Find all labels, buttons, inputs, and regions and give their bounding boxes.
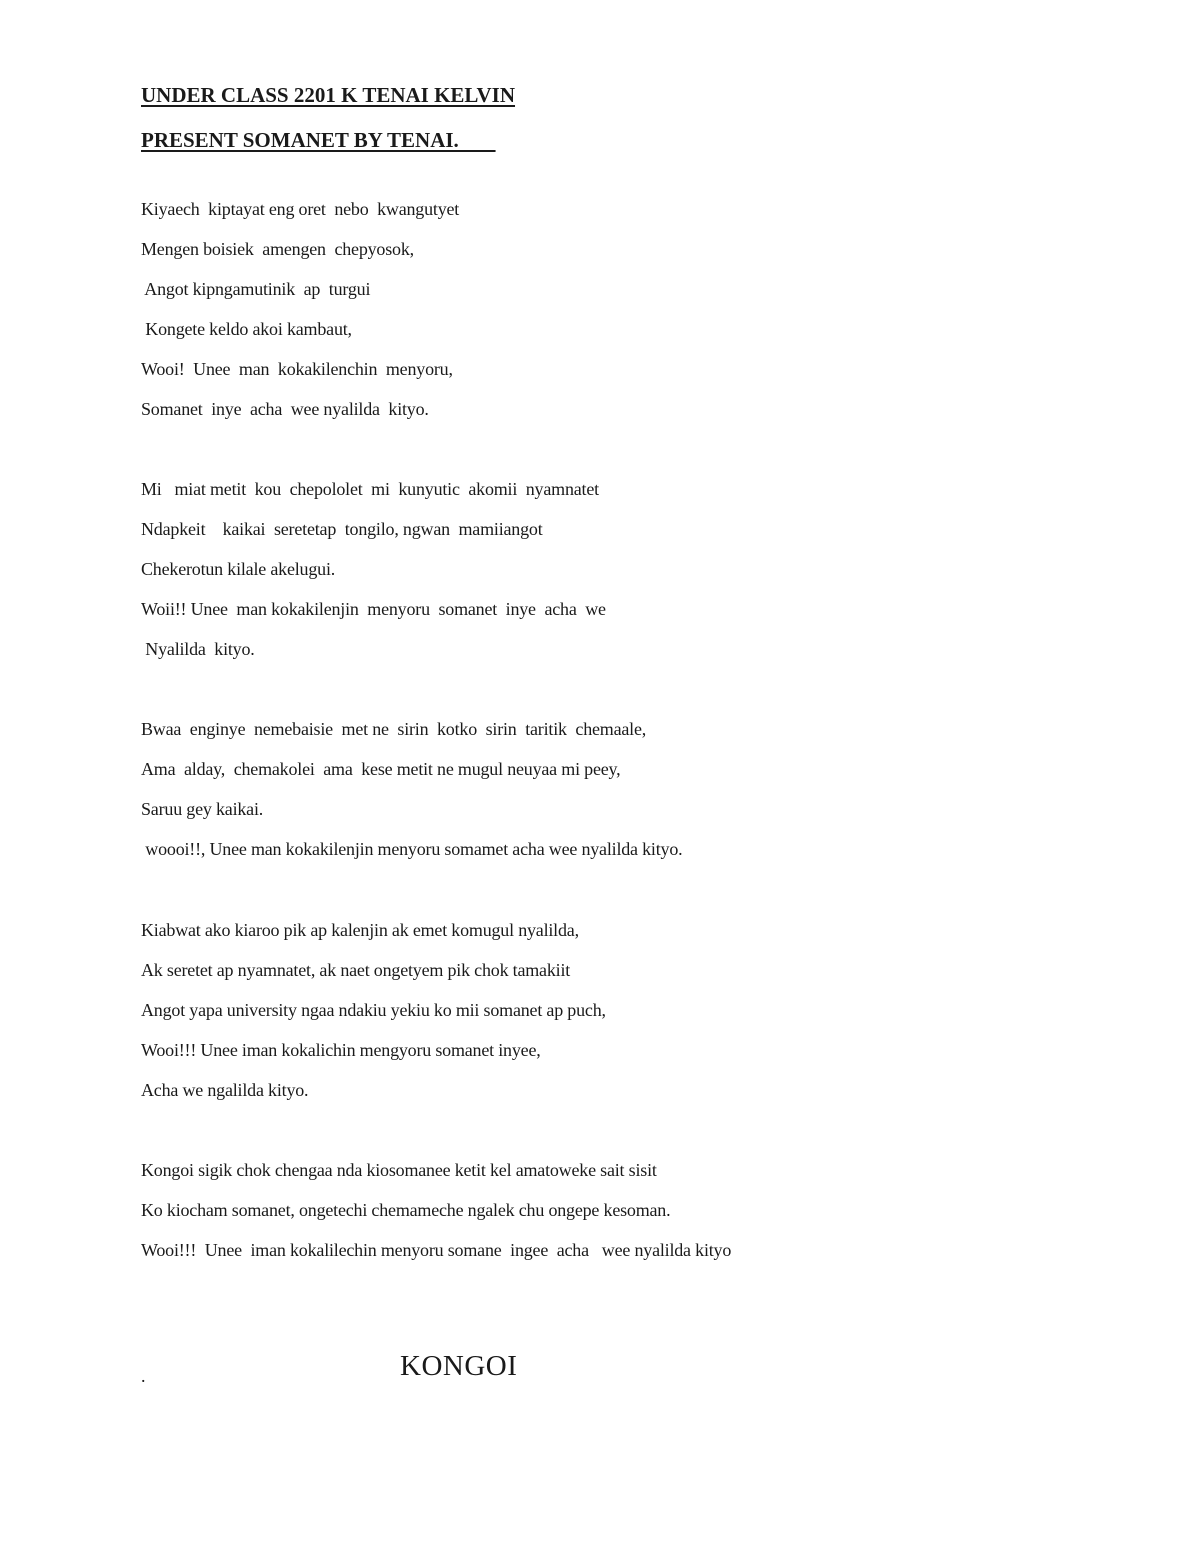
- document-title-line-2: PRESENT SOMANET BY TENAI.: [141, 128, 496, 152]
- poem-line: woooi!!, Unee man kokakilenjin menyoru somamet acha wee nyalilda kityo.: [141, 839, 683, 859]
- poem-line: Kiabwat ako kiaroo pik ap kalenjin ak emet komugul nyalilda,: [141, 920, 579, 940]
- poem-line: Woii!! Unee man kokakilenjin menyoru somanet inye acha we: [141, 599, 606, 619]
- poem-line: Ak seretet ap nyamnatet, ak naet ongetyem pik chok tamakiit: [141, 960, 571, 980]
- poem-line: Chekerotun kilale akelugui.: [141, 559, 336, 579]
- poem-line: Kongete keldo akoi kambaut,: [141, 319, 352, 339]
- dot-mark: .: [141, 1366, 146, 1386]
- document-title-line-1: UNDER CLASS 2201 K TENAI KELVIN: [141, 83, 516, 107]
- poem-line: Ko kiocham somanet, ongetechi chemameche ngalek chu ongepe kesoman.: [141, 1200, 671, 1220]
- poem-line: Angot yapa university ngaa ndakiu yekiu ko mii somanet ap puch,: [141, 1000, 606, 1020]
- poem-line: Kiyaech kiptayat eng oret nebo kwangutyet: [141, 199, 460, 219]
- poem-line: Nyalilda kityo.: [141, 639, 255, 659]
- poem-line: Wooi!!! Unee iman kokalichin mengyoru somanet inyee,: [141, 1040, 541, 1060]
- poem-line: Ndapkeit kaikai seretetap tongilo, ngwan mamiiangot: [141, 519, 543, 539]
- poem-line: Bwaa enginye nemebaisie met ne sirin kotko sirin taritik chemaale,: [141, 719, 647, 739]
- poem-line: Saruu gey kaikai.: [141, 799, 264, 819]
- poem-line: Ama alday, chemakolei ama kese metit ne mugul neuyaa mi peey,: [141, 759, 621, 779]
- poem-line: Mi miat metit kou chepololet mi kunyutic akomii nyamnatet: [141, 479, 599, 499]
- poem-line: Wooi!!! Unee iman kokalilechin menyoru somane ingee acha wee nyalilda kityo: [141, 1240, 732, 1260]
- poem-line: Wooi! Unee man kokakilenchin menyoru,: [141, 359, 453, 379]
- closing-word: KONGOI: [400, 1350, 518, 1382]
- poem-line: Angot kipngamutinik ap turgui: [141, 279, 371, 299]
- poem-line: Mengen boisiek amengen chepyosok,: [141, 239, 414, 259]
- poem-line: Somanet inye acha wee nyalilda kityo.: [141, 399, 429, 419]
- poem-line: Acha we ngalilda kityo.: [141, 1080, 309, 1100]
- poem-line: Kongoi sigik chok chengaa nda kiosomanee ketit kel amatoweke sait sisit: [141, 1160, 657, 1180]
